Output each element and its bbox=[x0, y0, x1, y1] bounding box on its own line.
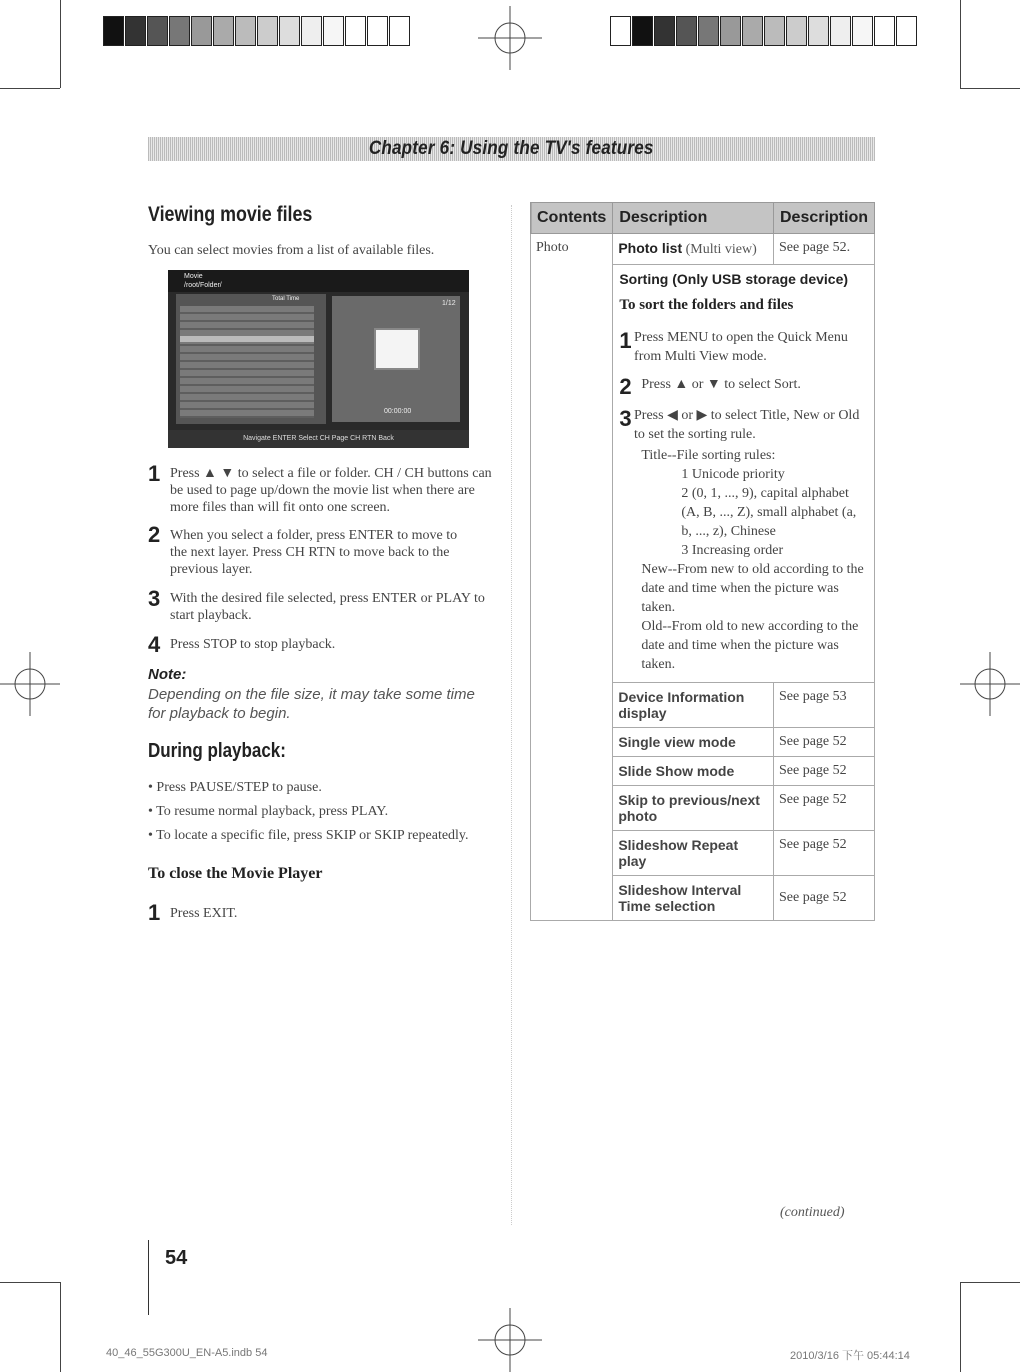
desc-cell bbox=[613, 234, 774, 265]
crop-mark bbox=[0, 88, 60, 89]
desc-cell: Device Information display bbox=[613, 683, 774, 728]
header-contents: Contents bbox=[531, 203, 613, 234]
ref-cell: See page 52 bbox=[773, 831, 874, 876]
slug-left: 40_46_55G300U_EN-A5.indb 54 bbox=[106, 1347, 268, 1359]
file-list bbox=[176, 294, 326, 424]
screenshot-footer: Navigate ENTER Select CH Page CH RTN Back bbox=[168, 430, 469, 448]
sort-step-text: Press ◀ or ▶ to select Title, New or Old to set the sorting rule. bbox=[634, 408, 860, 442]
slug-right: 2010/3/16 下午 05:44:14 bbox=[790, 1350, 910, 1362]
close-heading: To close the Movie Player bbox=[148, 865, 323, 882]
new-rule: New--From new to old according to the date and time when the picture was taken. bbox=[641, 562, 864, 615]
sort-subheading: To sort the folders and files bbox=[619, 297, 794, 313]
table-header-row bbox=[531, 203, 875, 234]
note-text: Depending on the file size, it may take some time for playback to begin. bbox=[148, 686, 475, 722]
ref-cell: See page 52 bbox=[773, 757, 874, 786]
crop-mark bbox=[0, 1282, 60, 1283]
section-heading: Viewing movie files bbox=[148, 203, 313, 226]
table-row bbox=[531, 234, 875, 265]
old-rule: Old--From old to new according to the date and time when the picture was taken. bbox=[641, 619, 859, 672]
crop-mark bbox=[60, 1282, 61, 1372]
ref-cell: See page 52 bbox=[773, 876, 874, 921]
registration-target-bottom bbox=[478, 1308, 542, 1372]
sort-cell bbox=[613, 265, 875, 683]
ref-cell: See page 52 bbox=[773, 728, 874, 757]
screenshot-path: /root/Folder/ bbox=[184, 282, 222, 289]
preview-pane bbox=[332, 296, 460, 422]
step-text: Press ▲ ▼ to select a file or folder. CH / CH buttons can be used to page up/down the movie list when there are more files than will fit onto one screen. bbox=[170, 466, 492, 515]
registration-target-right bbox=[960, 652, 1020, 716]
step-text: When you select a folder, press ENTER to move to the next layer. Press CH RTN to move back to the previous layer. bbox=[170, 528, 458, 577]
column-divider bbox=[511, 205, 512, 1225]
registration-bar-left bbox=[103, 16, 411, 46]
step-number: 1 bbox=[148, 900, 161, 925]
step-number: 2 bbox=[148, 522, 161, 547]
playback-bullet: • To resume normal playback, press PLAY. bbox=[148, 804, 389, 819]
preview-counter: 1/12 bbox=[442, 300, 456, 307]
crop-mark bbox=[960, 88, 1020, 89]
film-icon bbox=[374, 328, 420, 370]
registration-bar-right bbox=[610, 16, 918, 46]
desc-text: Photo list bbox=[618, 240, 683, 256]
header-description: Description bbox=[613, 203, 774, 234]
total-time-label: Total Time bbox=[272, 296, 300, 302]
playback-bullet: • To locate a specific file, press SKIP or SKIP repeatedly. bbox=[148, 828, 469, 843]
step-text: With the desired file selected, press ENTER or PLAY to start playback. bbox=[170, 591, 485, 623]
step-number: 3 bbox=[148, 586, 161, 611]
registration-target-left bbox=[0, 652, 60, 716]
sort-step-3: 3 Press ◀ or ▶ to select Title, New or Old to set the sorting rule. bbox=[619, 406, 868, 444]
chapter-title: Chapter 6: Using the TV's features bbox=[369, 138, 654, 159]
title-rule: Title--File sorting rules: bbox=[641, 448, 776, 463]
chapter-header bbox=[148, 137, 875, 161]
crop-mark bbox=[960, 0, 961, 88]
step-number: 4 bbox=[148, 632, 161, 657]
title-rule-item: 1 Unicode priority bbox=[681, 467, 785, 482]
folio-rule bbox=[148, 1240, 149, 1315]
desc-cell: Skip to previous/next photo bbox=[613, 786, 774, 831]
sort-step-text: Press ▲ or ▼ to select Sort. bbox=[641, 377, 801, 392]
page-number: 54 bbox=[165, 1247, 188, 1269]
intro-text: You can select movies from a list of available files. bbox=[148, 243, 435, 258]
step-text: Press STOP to stop playback. bbox=[170, 637, 336, 652]
title-rule-item: 2 (0, 1, ..., 9), capital alphabet (A, B, ..., Z), small alphabet (a, b, ..., z), Chinese bbox=[681, 486, 857, 539]
step-number: 1 bbox=[148, 461, 161, 486]
bullet-text: To locate a specific file, press SKIP or SKIP repeatedly. bbox=[156, 828, 469, 843]
sort-step-1: 1 Press MENU to open the Quick Menu from Multi View mode. bbox=[619, 328, 868, 366]
bullet-text: To resume normal playback, press PLAY. bbox=[156, 804, 389, 819]
category-cell: Photo bbox=[531, 234, 613, 921]
ref-cell: See page 52 bbox=[773, 786, 874, 831]
crop-mark bbox=[960, 1282, 1020, 1283]
crop-mark bbox=[60, 0, 61, 88]
desc-cell: Slideshow Interval Time selection bbox=[613, 876, 774, 921]
ref-cell: See page 52. bbox=[773, 234, 874, 265]
title-rule-item: 3 Increasing order bbox=[681, 543, 784, 558]
preview-time: 00:00:00 bbox=[384, 408, 412, 415]
continued-label: (continued) bbox=[780, 1205, 845, 1220]
note-label: Note: bbox=[148, 666, 187, 683]
ref-cell: See page 53 bbox=[773, 683, 874, 728]
playback-bullet: • Press PAUSE/STEP to pause. bbox=[148, 780, 322, 795]
desc-cell: Single view mode bbox=[613, 728, 774, 757]
sort-step-text: Press MENU to open the Quick Menu from Multi View mode. bbox=[634, 330, 848, 364]
screenshot-header bbox=[168, 270, 469, 292]
movie-screenshot bbox=[168, 270, 469, 448]
sort-step-2: 2 Press ▲ or ▼ to select Sort. bbox=[619, 374, 801, 399]
crop-mark bbox=[960, 1282, 961, 1372]
desc-cell: Slideshow Repeat play bbox=[613, 831, 774, 876]
desc-cell: Slide Show mode bbox=[613, 757, 774, 786]
bullet-text: Press PAUSE/STEP to pause. bbox=[156, 780, 322, 795]
screenshot-title: Movie bbox=[184, 273, 203, 280]
desc-extra: (Multi view) bbox=[682, 242, 757, 257]
close-step-text: Press EXIT. bbox=[170, 906, 238, 921]
playback-heading: During playback: bbox=[148, 740, 286, 762]
header-description-2: Description bbox=[773, 203, 874, 234]
sort-heading: Sorting (Only USB storage device) bbox=[619, 271, 849, 287]
registration-target-top bbox=[478, 6, 542, 70]
photo-features-table bbox=[530, 202, 875, 921]
